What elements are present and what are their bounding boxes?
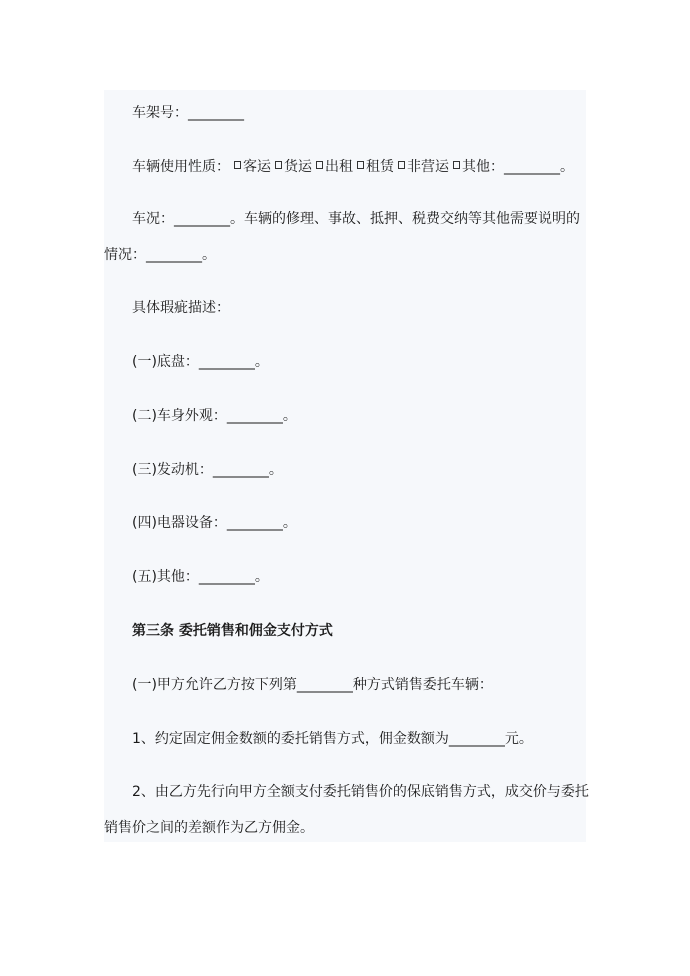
usage-option: 客运 [243,159,271,175]
usage-option: 货运 [284,159,312,175]
defect-electrical: (四)电器设备：________。 [132,515,297,531]
checkbox-icon[interactable] [453,161,460,169]
clause-1: (一)甲方允许乙方按下列第________种方式销售委托车辆： [132,677,493,693]
usage-option: 出租 [325,159,353,175]
checkbox-icon[interactable] [316,161,323,169]
defects-heading: 具体瑕疵描述： [132,300,230,316]
defect-chassis: (一)底盘：________。 [132,354,269,370]
vehicle-usage-line [132,157,574,177]
method-1: 1、约定固定佣金数额的委托销售方式，佣金数额为________元。 [132,731,533,747]
condition-line-2: 情况：________。 [104,247,216,263]
defect-engine: (三)发动机：________。 [132,462,283,478]
frame-number-line: 车架号：________ [132,105,244,121]
usage-blank: ________。 [504,159,574,175]
method-2-line-2: 销售价之间的差额作为乙方佣金。 [104,820,314,836]
usage-option: 非营运 [407,159,449,175]
defect-body: (二)车身外观：________。 [132,408,297,424]
checkbox-icon[interactable] [357,161,364,169]
method-2-line-1: 2、由乙方先行向甲方全额支付委托销售价的保底销售方式，成交价与委托 [132,784,589,800]
usage-option: 其他： [462,159,504,175]
article-3-heading: 第三条 委托销售和佣金支付方式 [132,623,333,639]
usage-option: 租赁 [366,159,394,175]
checkbox-icon[interactable] [398,161,405,169]
checkbox-icon[interactable] [234,161,241,169]
usage-label: 车辆使用性质： [132,159,230,175]
checkbox-icon[interactable] [275,161,282,169]
condition-line-1: 车况：________。车辆的修理、事故、抵押、税费交纳等其他需要说明的 [132,211,580,227]
defect-other: (五)其他：________。 [132,569,269,585]
